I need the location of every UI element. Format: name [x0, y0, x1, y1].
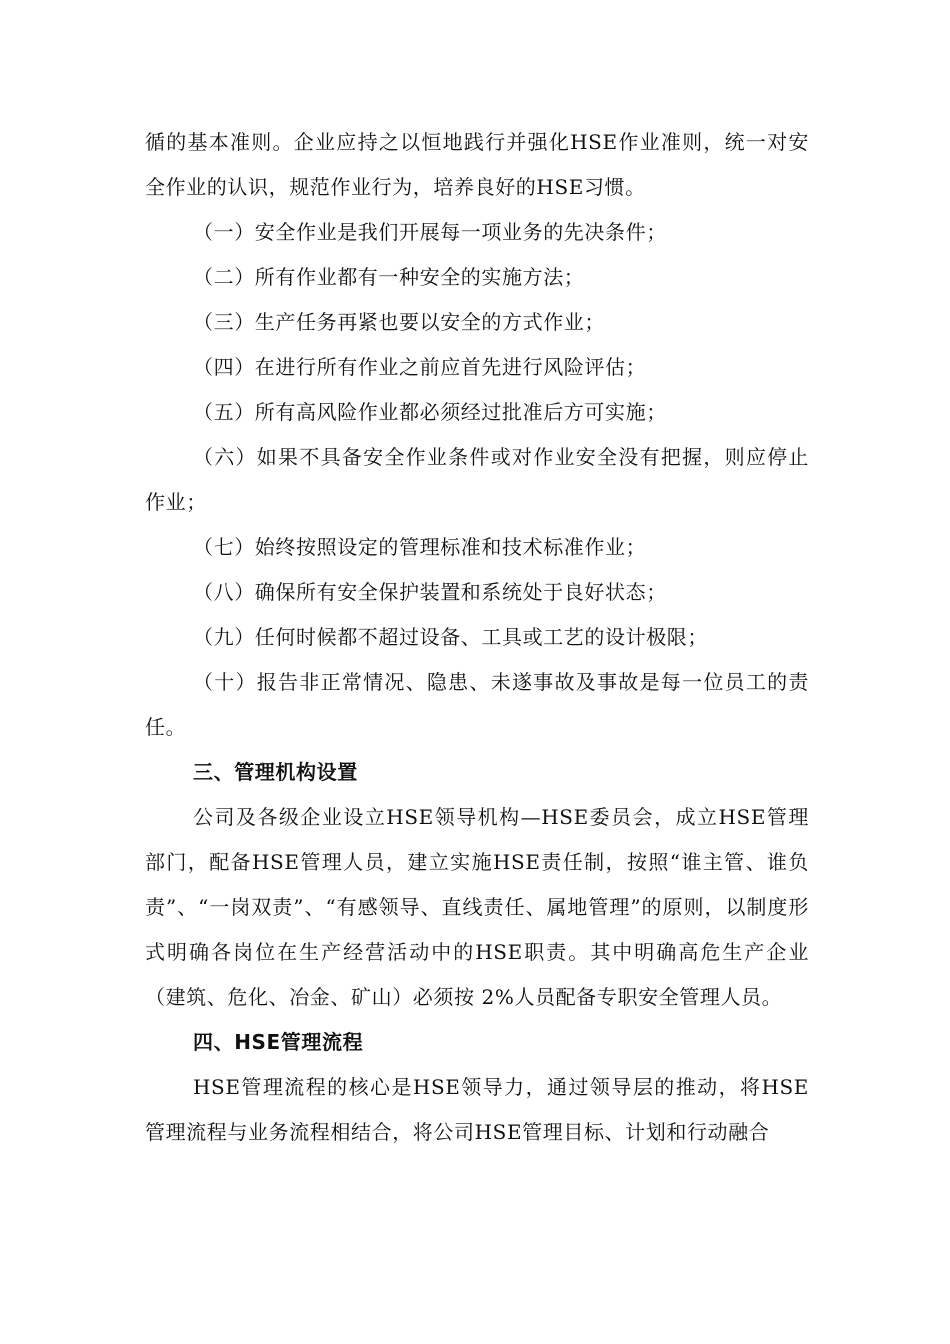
rule-item-7: （七）始终按照设定的管理标准和技术标准作业； — [193, 535, 647, 559]
rule-item-5: （五）所有高风险作业都必须经过批准后方可实施； — [193, 400, 667, 424]
document-body — [145, 120, 809, 1155]
section-body-hse-process: HSE管理流程的核心是HSE领导力，通过领导层的推动，将HSE管理流程与业务流程相结合，将公司HSE管理目标、计划和行动融合 — [145, 1075, 809, 1144]
section-heading-hse-process: 四、HSE管理流程 — [193, 1030, 364, 1054]
section-heading-management-structure: 三、管理机构设置 — [193, 760, 358, 784]
rule-item-8: （八）确保所有安全保护装置和系统处于良好状态； — [193, 580, 667, 604]
rule-item-10: （十）报告非正常情况、隐患、未遂事故及事故是每一位员工的责任。 — [145, 670, 809, 739]
section-body-management-structure: 公司及各级企业设立HSE领导机构—HSE委员会，成立HSE管理部门，配备HSE管理人员，建立实施HSE责任制，按照“谁主管、谁负责”、“一岗双责”、“有感领导、直线责任、属地管理”的原则，以制度形式明确各岗位在生产经营活动中的HSE职责。其中明确高危生产企业（建筑、危化、冶金、矿山）必须按 2%人员配备专职安全管理人员。 — [145, 805, 809, 1009]
rule-item-3: （三）生产任务再紧也要以安全的方式作业； — [193, 310, 605, 334]
rule-item-6: （六）如果不具备安全作业条件或对作业安全没有把握，则应停止作业； — [145, 445, 809, 514]
rule-item-9: （九）任何时候都不超过设备、工具或工艺的设计极限； — [193, 625, 708, 649]
rule-item-1: （一）安全作业是我们开展每一项业务的先决条件； — [193, 220, 667, 244]
intro-paragraph: 循的基本准则。企业应持之以恒地践行并强化HSE作业准则，统一对安全作业的认识，规范作业行为，培养良好的HSE习惯。 — [145, 130, 809, 199]
rule-item-2: （二）所有作业都有一种安全的实施方法； — [193, 265, 585, 289]
rule-item-4: （四）在进行所有作业之前应首先进行风险评估； — [193, 355, 647, 379]
